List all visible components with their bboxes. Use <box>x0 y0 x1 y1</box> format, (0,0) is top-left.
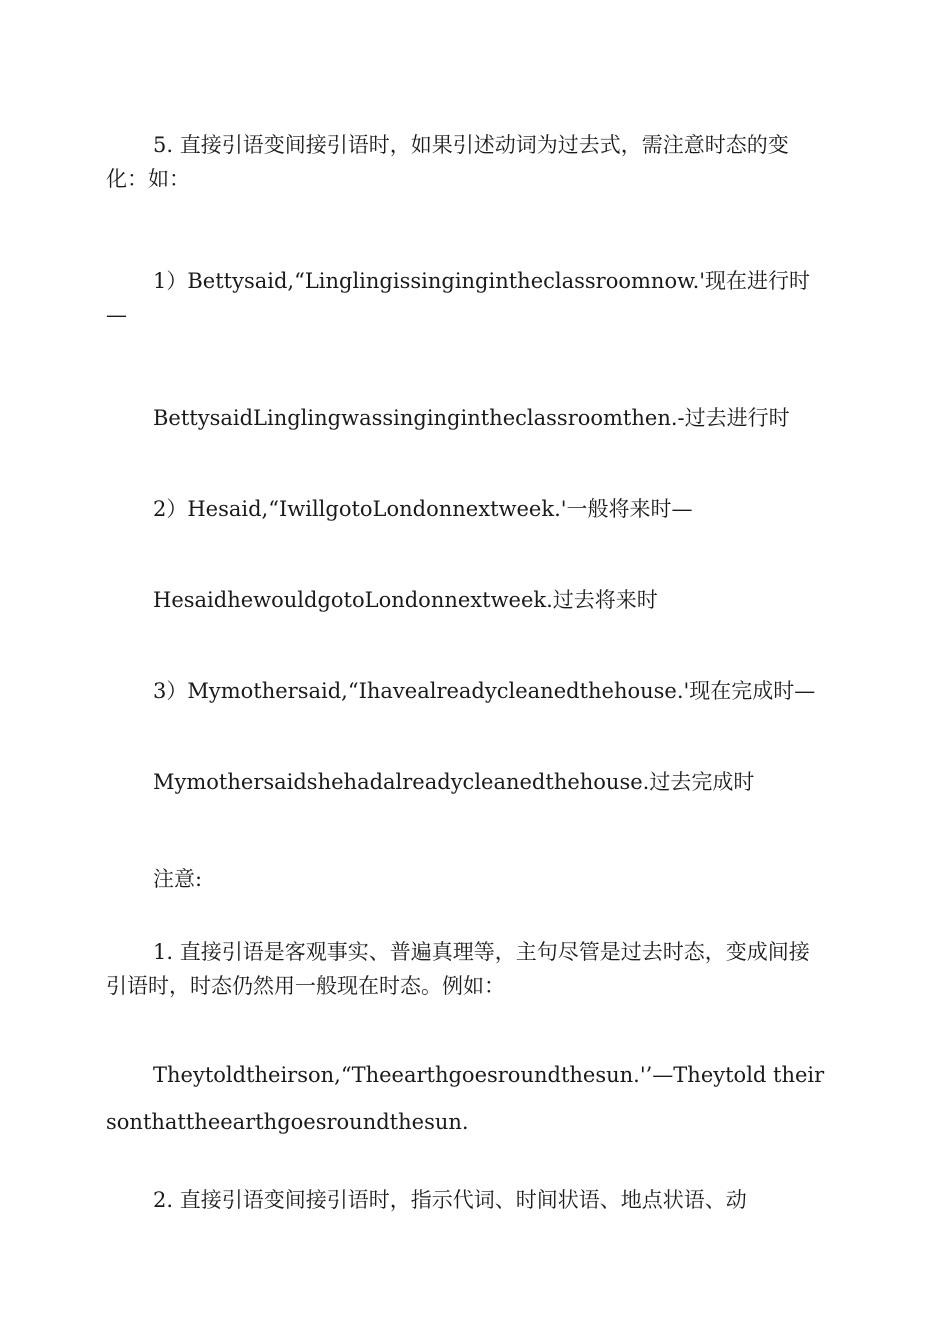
paragraph-example-2-direct: 2）Hesaid,“IwillgotoLondonnextweek.'一般将来时— <box>153 497 693 521</box>
paragraph-note-2: 2. 直接引语变间接引语时，指示代词、时间状语、地点状语、动 <box>153 1188 747 1212</box>
paragraph-example-1-indirect: BettysaidLinglingwassingingintheclassroomthen.-过去进行时 <box>153 406 790 430</box>
paragraph-note-heading: 注意: <box>153 867 203 891</box>
paragraph-example-3-direct: 3）Mymothersaid,“Ihavealreadycleanedthehouse.'现在完成时— <box>153 679 816 703</box>
paragraph-tense-change-intro: 5. 直接引语变间接引语时，如果引述动词为过去式，需注意时态的变化：如： <box>106 133 789 191</box>
paragraph-example-1-direct: 1）Bettysaid,“Linglingissingingintheclassroomnow.'现在进行时— <box>106 269 811 327</box>
paragraph-note-1: 1. 直接引语是客观事实、普遍真理等，主句尽管是过去时态，变成间接引语时，时态仍然用一般现在时态。例如： <box>106 940 810 998</box>
paragraph-example-3-indirect: Mymothersaidshehadalreadycleanedthehouse.过去完成时 <box>153 770 755 794</box>
paragraph-note-1-example: Theytoldtheirson,“Theearthgoesroundthesun.'’—Theytold theirsonthattheearthgoesroundthesun. <box>106 1063 825 1134</box>
paragraph-example-2-indirect: HesaidhewouldgotoLondonnextweek.过去将来时 <box>153 588 658 612</box>
